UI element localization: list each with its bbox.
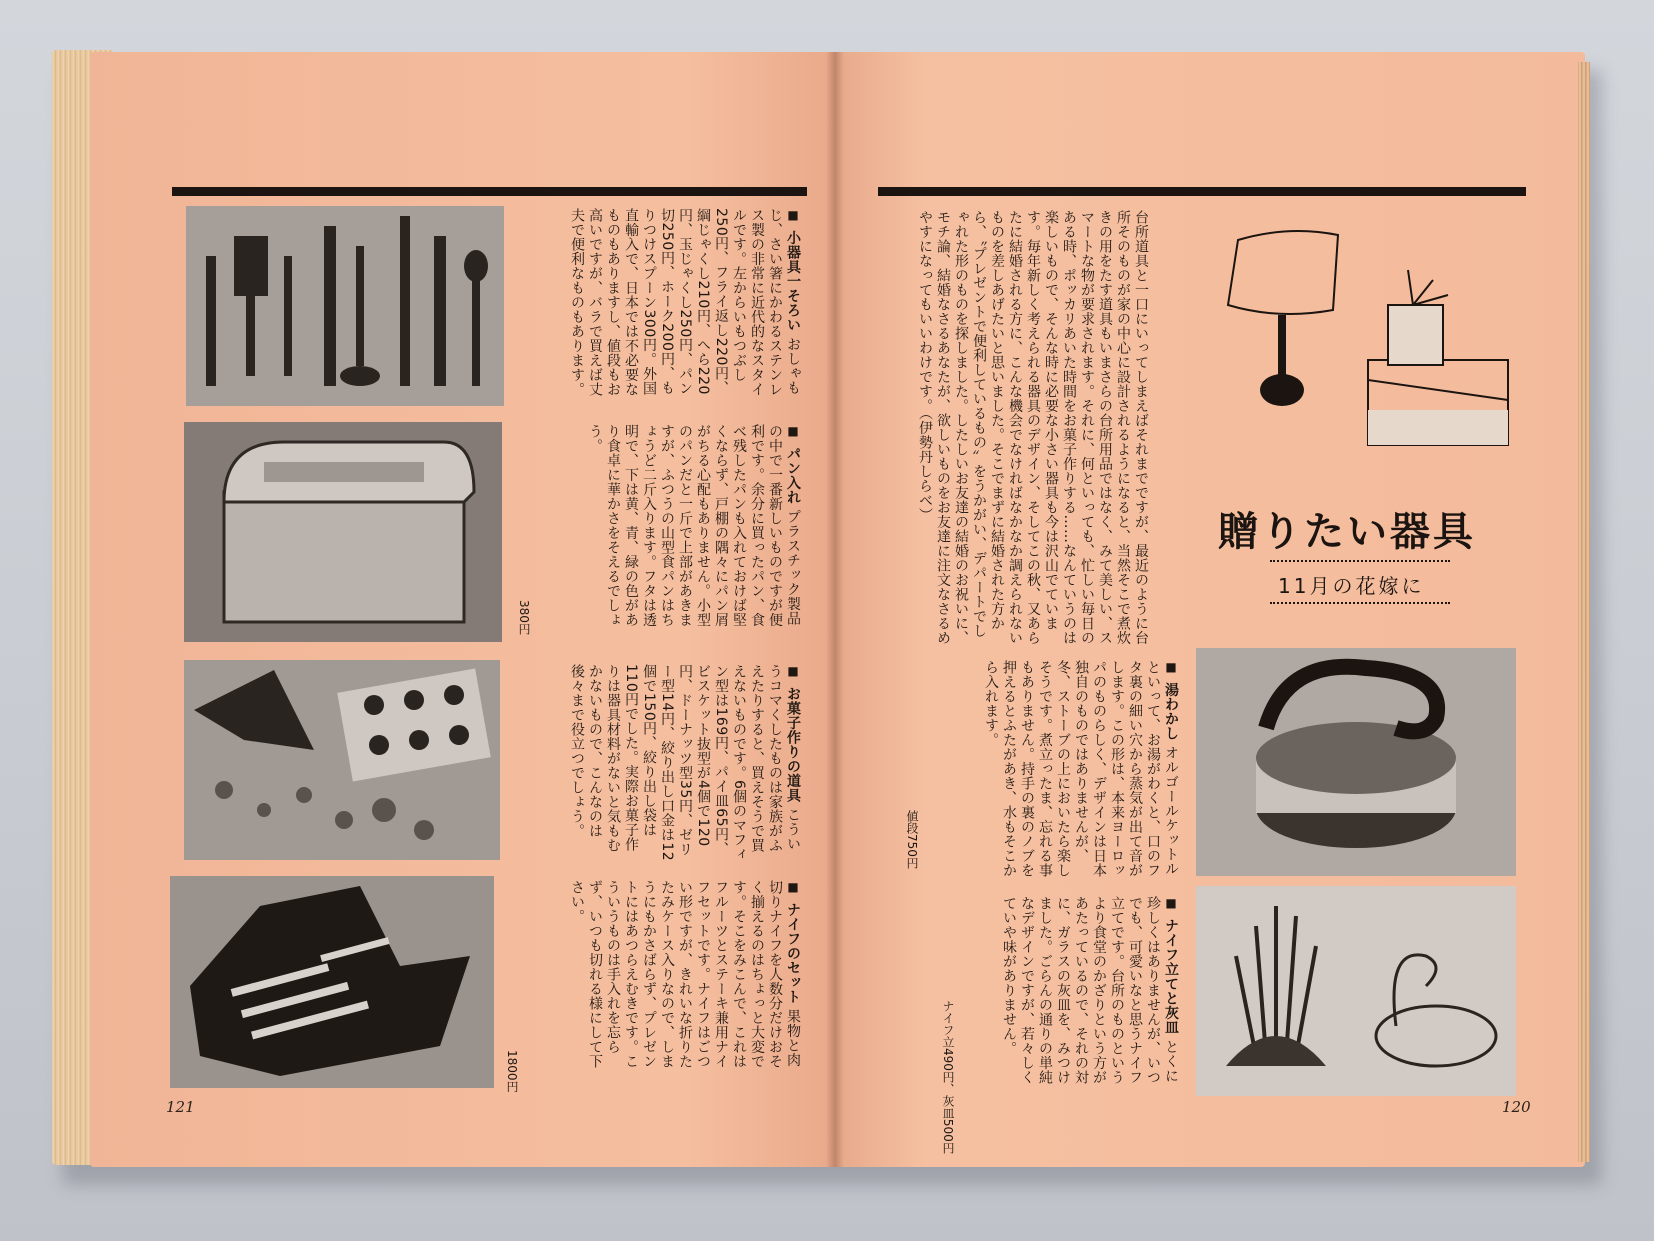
article-small-utensils bbox=[516, 208, 802, 404]
text-knife-stand: とくに珍しくはありませんが、いつでも、可愛いなと思うナイフ立てです。台所のものというより食堂のかざりという方があたっているので、それの対に、ガラスの灰皿を、みつけました。ごらんの通りの単純なデザインですが、若々しくていや味がありません。 bbox=[1001, 896, 1179, 1085]
baking-tools-photo bbox=[184, 660, 500, 860]
article-baking-tools bbox=[516, 664, 802, 864]
heading-baking-tools: ■ お菓子作りの道具 bbox=[785, 664, 801, 803]
feature-intro-text bbox=[880, 210, 1150, 650]
page-edges-right bbox=[1578, 62, 1590, 1162]
price-knife-stand: ナイフ立490円、灰皿500円 bbox=[941, 1000, 955, 1154]
title-dotted-rule-bottom bbox=[1270, 602, 1450, 604]
price-knife-set: 1800円 bbox=[505, 1050, 519, 1093]
knife-stand-ashtray-photo bbox=[1196, 886, 1516, 1096]
book-gutter bbox=[826, 52, 844, 1167]
heading-knife-set: ■ ナイフのセット bbox=[785, 880, 801, 1004]
article-knife-stand-text bbox=[880, 896, 1180, 1096]
price-bread-box: 380円 bbox=[517, 600, 531, 635]
text-knife-set: 果物と肉切りナイフを人数分だけおそく揃えるのはちょっと大変です。そこをみこんで、これはフルーツとステーキ兼用ナイフセットです。ナイフはごつい形ですが、きれいな折りたたみケース入りなので、しまうにもかさばらず、プレゼントにはあつらえむきです。こういうものは手入れを忘らず、いつも切れる様にして下さい。 bbox=[569, 880, 801, 1069]
price-kettle: 値段750円 bbox=[905, 810, 919, 869]
feature-subtitle: 11月の花嫁に bbox=[1278, 574, 1425, 598]
right-header-rule bbox=[878, 187, 1526, 196]
article-kettle-text bbox=[880, 660, 1180, 890]
article-bread-box bbox=[516, 424, 802, 634]
heading-bread-box: ■ パン入れ bbox=[785, 424, 801, 505]
lamp-gift-illustration bbox=[1218, 210, 1518, 460]
heading-knife-stand: ■ ナイフ立てと灰皿 bbox=[1163, 896, 1179, 1035]
right-page-number: 120 bbox=[1502, 1098, 1531, 1116]
text-kettle: オルゴールケットルといって、お湯がわくと、口のフタ裏の細い穴から蒸気が出て音がします。この形は、本来ヨーロッパのものらしく、デザインは日本独自のものではありませんが、冬、ストーブの上においたら楽しそうです。煮立ったま、忘れる事もありません。持手の裏のノブを押えるとふたがあき、水もそこから入れます。 bbox=[983, 660, 1179, 878]
heading-small-utensils: ■ 小器具一そろい bbox=[785, 208, 801, 332]
left-page-number: 121 bbox=[166, 1098, 195, 1116]
knife-set-photo bbox=[170, 876, 494, 1088]
utensils-photo bbox=[186, 206, 504, 406]
bread-box-photo bbox=[184, 422, 502, 642]
text-small-utensils: おしゃもじ、さい箸にかわるステンレス製の非常に近代的なスタイルです。左からいもつぶし250円、フライ返し220円、綱じゃくし210円、へら220円、玉じゃくし250円、パン切250円、ホーク200円、もりつけスプーン300円。外国直輸入で、日本では不必要なものもありますし、値段もお高いですが、バラで買えば丈夫で便利なものもあります。 bbox=[569, 208, 801, 397]
text-bread-box: プラスチック製品の中で一番新しいものですが便利です。余分に買ったパン、食べ残したパンも入れておけば堅くならず、戸棚の隅々にパン屑がちる心配もありません。小型のパンだと一斤で上部があきますが、ふつうの山型食パンはちょうど二斤入ります。フタは透明で、下は黄、青、緑の色があり食卓に華かさをそえるでしょう。 bbox=[587, 424, 801, 627]
article-knife-set bbox=[516, 880, 802, 1076]
intro-body: 台所道具と一口にいってしまえばそれまでですが、最近のように台所そのものが家の中心に設計されるようになると、当然そこで煮炊きの用をたす道具もいまさらの台所用品ではなく、みて美しい、スマートな物が要求されます。それに、何といっても、忙しい毎日のある時、ポッカリあいた時間をお菓子作りする……なんていうのは楽しいもので、そんな時に必要な小さい器具も今は沢山でています。毎年新しく考えられる器具のデザイン、そしてこの秋、又あらたに結婚される方に、こんな機会でなければなかなか調えられないものを差しあげたいと思いました。そこでまずに結婚された方から、〝プレゼントで便利しているもの〟をうかがい、デパートでしゃれた形のものを探しました。したしいお友達の結婚のお祝いに、モチ論、結婚なさるあなたが、欲しいものをお友達に注文なさるめやすになってもいいわけです。（伊勢丹しらべ） bbox=[917, 210, 1149, 645]
feature-title: 贈りたい器具 bbox=[1218, 508, 1476, 555]
left-header-rule bbox=[172, 187, 807, 196]
kettle-photo bbox=[1196, 648, 1516, 876]
heading-kettle: ■ 湯わかし bbox=[1163, 660, 1179, 741]
text-baking-tools: こういうコマくしたものは家族がふえたりすると、買えそうで買えないものです。6個のマフィン型は169円、パイ皿65円、ビスケット抜型が4個で120円、ドーナッツ型35円、ゼリー型14円、絞り出し口金は12個で150円、絞り出し袋は110円でした。実際お菓子作りは器具材料がないと気もむかないもので、こんなのは後々まで役立つでしょう。 bbox=[569, 664, 801, 862]
title-dotted-rule-top bbox=[1270, 560, 1450, 562]
